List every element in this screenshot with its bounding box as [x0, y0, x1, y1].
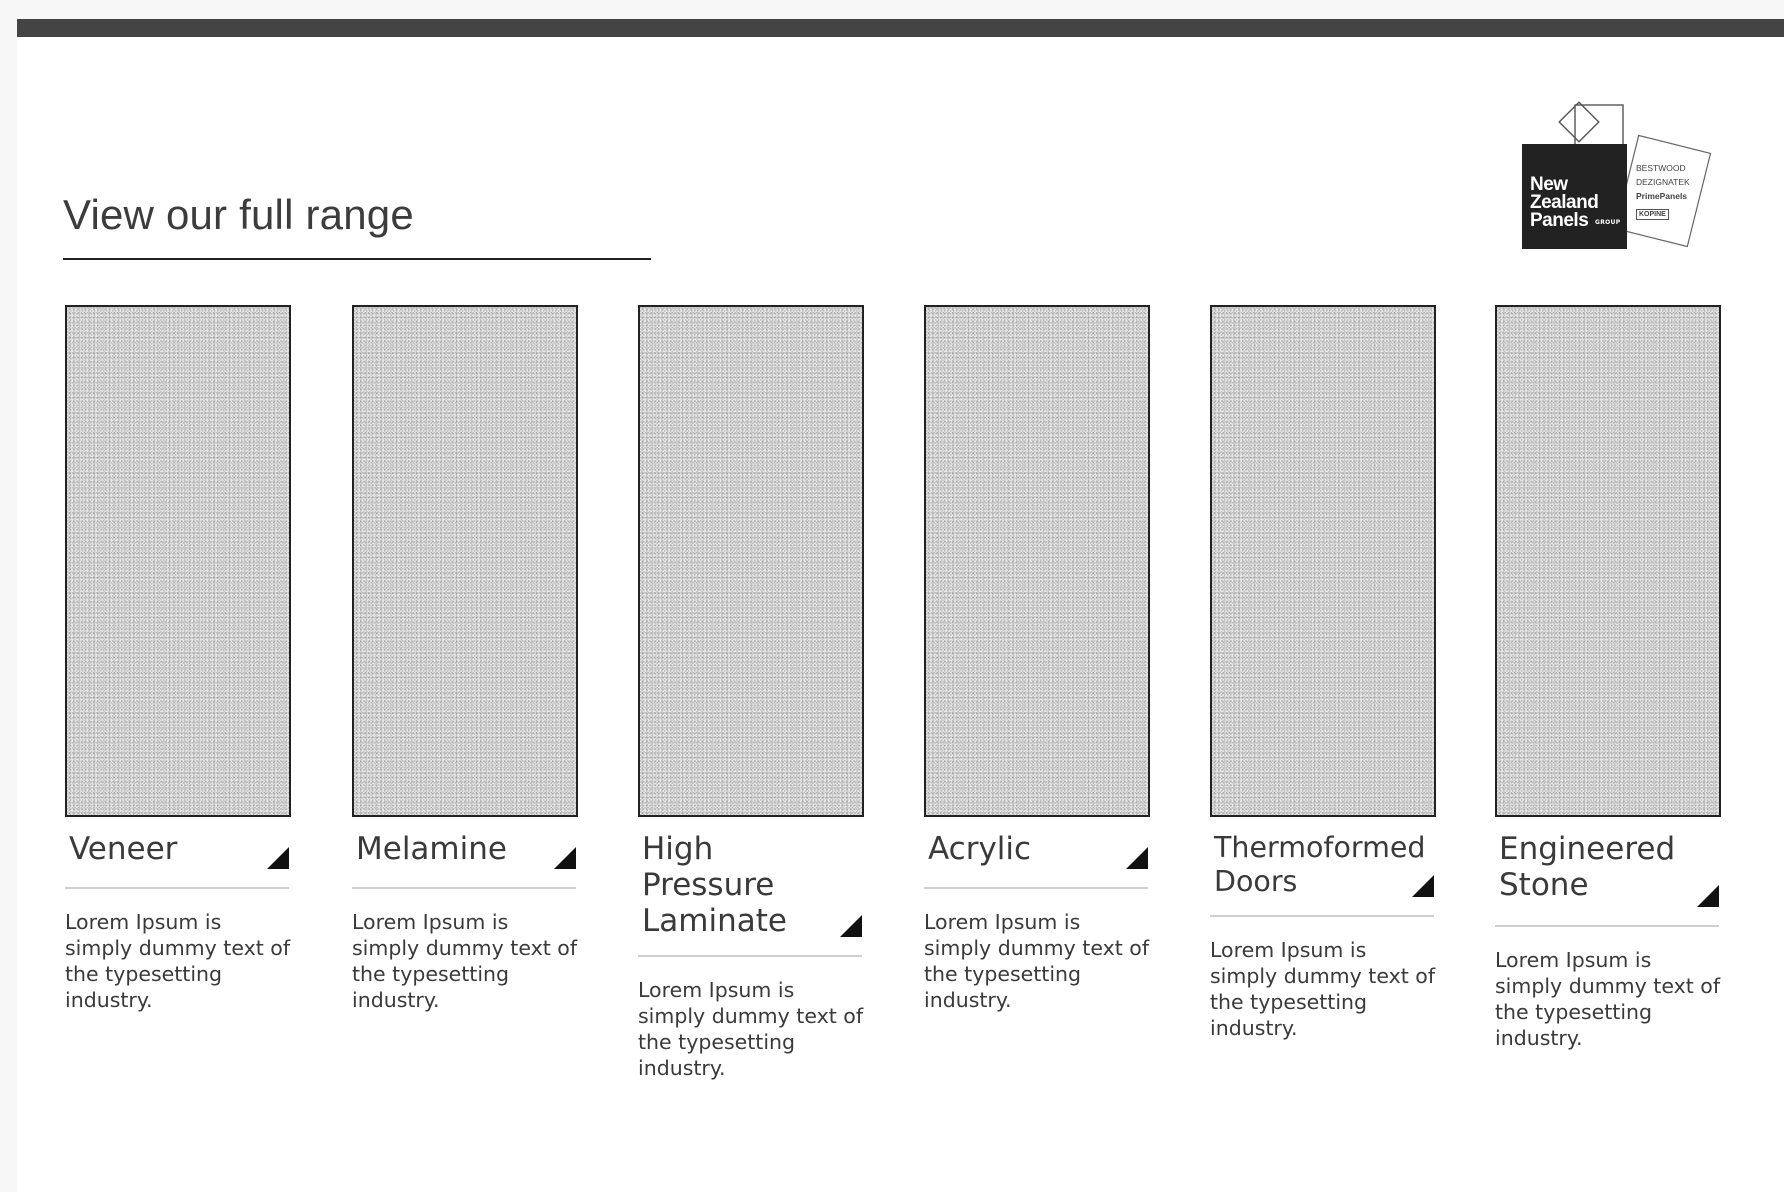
product-card-thermoformed-doors[interactable] — [1210, 305, 1436, 1041]
logo-word-3: Panels — [1530, 210, 1589, 231]
product-image[interactable] — [924, 305, 1150, 817]
product-description: Lorem Ipsum is simply dummy text of the typesetting industry. — [1210, 938, 1436, 1040]
product-description: Lorem Ipsum is simply dummy text of the typesetting industry. — [924, 910, 1150, 1012]
nz-panels-logo[interactable] — [1522, 85, 1742, 255]
logo-word-1: New — [1530, 174, 1568, 195]
product-image[interactable] — [1495, 305, 1721, 817]
corner-arrow-icon[interactable] — [267, 847, 289, 869]
title-underline — [63, 258, 651, 260]
logo-group-label: GROUP — [1595, 219, 1621, 226]
card-heading — [638, 831, 864, 939]
product-title: Acrylic — [928, 831, 1032, 867]
product-title: High Pressure Laminate — [642, 831, 787, 939]
product-title: Thermoformed Doors — [1214, 831, 1426, 898]
card-divider — [65, 887, 289, 889]
card-heading — [352, 831, 578, 871]
logo-badge — [1522, 144, 1627, 249]
card-heading — [924, 831, 1150, 871]
corner-arrow-icon[interactable] — [1126, 847, 1148, 869]
brand-primepanels: PrimePanels — [1636, 191, 1688, 201]
card-heading — [65, 831, 291, 871]
brand-kopine: KOPINE — [1636, 209, 1669, 220]
product-image[interactable] — [352, 305, 578, 817]
brand-dezignatek: DEZIGNATEK — [1636, 177, 1690, 187]
card-heading — [1210, 831, 1436, 899]
card-divider — [1210, 915, 1434, 917]
card-divider — [352, 887, 576, 889]
product-title: Veneer — [69, 831, 178, 867]
product-description: Lorem Ipsum is simply dummy text of the typesetting industry. — [352, 910, 578, 1012]
product-description: Lorem Ipsum is simply dummy text of the typesetting industry. — [1495, 948, 1721, 1050]
product-image[interactable] — [1210, 305, 1436, 817]
product-image[interactable] — [65, 305, 291, 817]
card-heading — [1495, 831, 1721, 909]
page-frame — [17, 19, 1784, 1192]
product-description: Lorem Ipsum is simply dummy text of the typesetting industry. — [638, 978, 864, 1080]
brand-bestwood: BESTWOOD — [1636, 163, 1686, 173]
product-card-high-pressure-laminate[interactable] — [638, 305, 864, 1081]
product-image[interactable] — [638, 305, 864, 817]
card-divider — [924, 887, 1148, 889]
logo-brand-list — [1636, 161, 1716, 221]
product-title: Engineered Stone — [1499, 831, 1676, 903]
logo-word-2: Zealand — [1530, 192, 1599, 213]
product-card-veneer[interactable] — [65, 305, 291, 1013]
card-divider — [638, 955, 862, 957]
card-divider — [1495, 925, 1719, 927]
product-card-acrylic[interactable] — [924, 305, 1150, 1013]
product-description: Lorem Ipsum is simply dummy text of the typesetting industry. — [65, 910, 291, 1012]
product-card-melamine[interactable] — [352, 305, 578, 1013]
corner-arrow-icon[interactable] — [1697, 885, 1719, 907]
product-card-engineered-stone[interactable] — [1495, 305, 1721, 1051]
corner-arrow-icon[interactable] — [840, 915, 862, 937]
corner-arrow-icon[interactable] — [1412, 875, 1434, 897]
corner-arrow-icon[interactable] — [554, 847, 576, 869]
page-title: View our full range — [63, 191, 414, 238]
product-title: Melamine — [356, 831, 507, 867]
top-bar — [17, 19, 1784, 37]
